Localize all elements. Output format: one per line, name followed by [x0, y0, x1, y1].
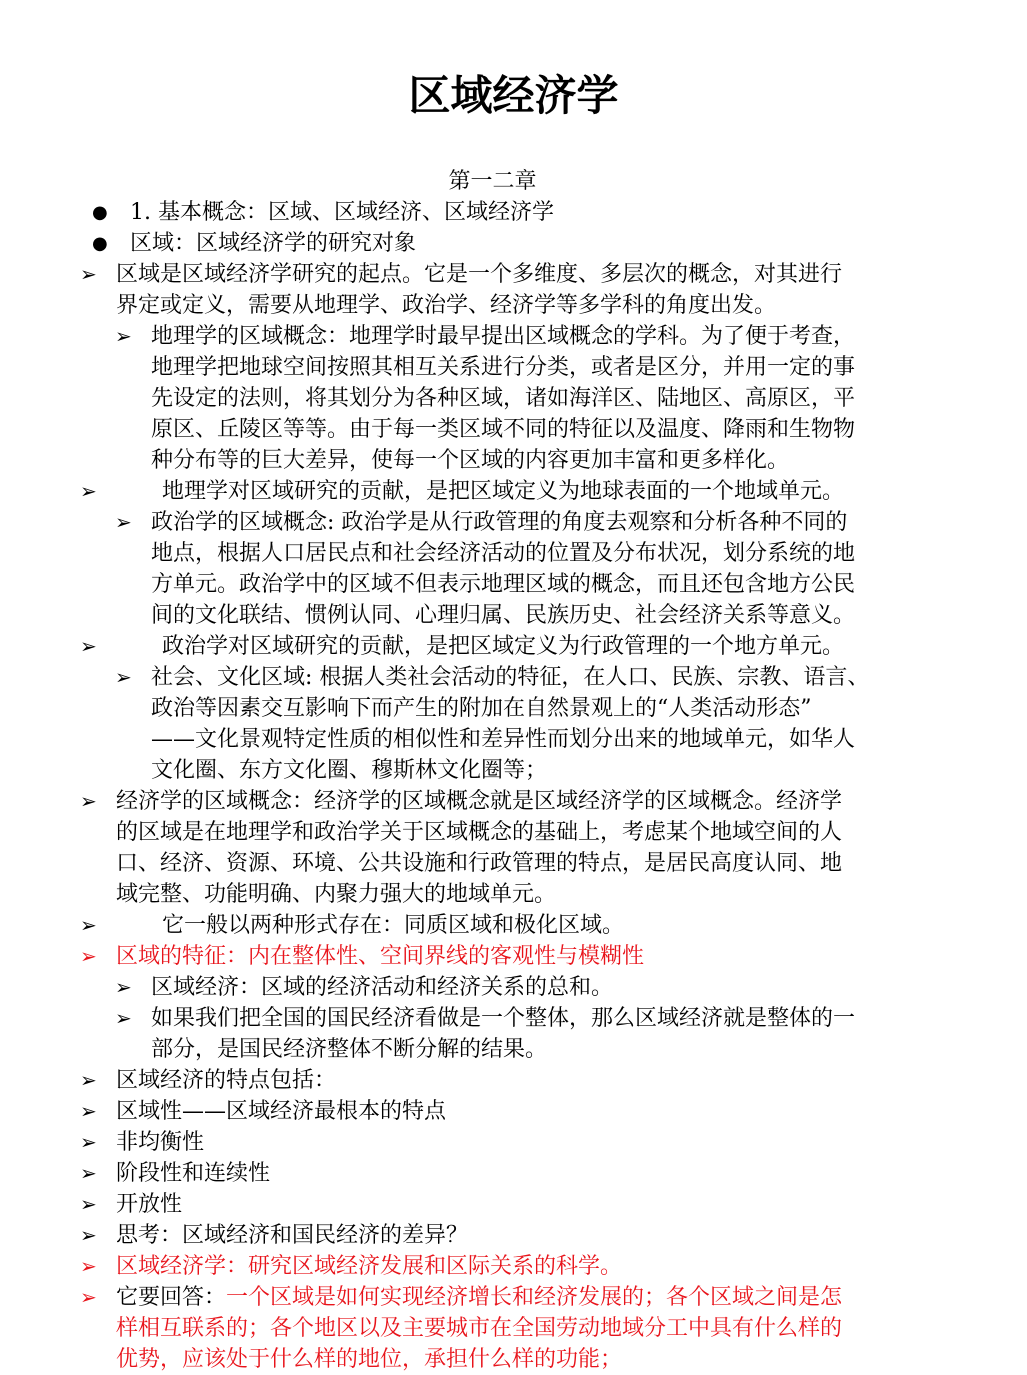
item-text: 口、经济、资源、环境、公共设施和行政管理的特点，是居民高度认同、地	[116, 851, 843, 876]
item-text: 思考：区域经济和国民经济的差异？	[116, 1223, 469, 1248]
item-prefix: 它要回答：	[116, 1285, 227, 1310]
list-item	[0, 1003, 1027, 1065]
list-item	[0, 1220, 1027, 1251]
item-text: ——文化景观特定性质的相似性和差异性而划分出来的地域单元，如华人	[151, 727, 856, 752]
arrow-bullet-icon: ➢	[80, 789, 97, 813]
item-text: 政治学对区域研究的贡献，是把区域定义为行政管理的一个地方单元。	[162, 634, 845, 659]
list-item	[0, 507, 1027, 631]
list-item	[0, 662, 1027, 786]
list-item	[0, 910, 1027, 941]
item-text: 地理学的区域概念：地理学时最早提出区域概念的学科。为了便于考查，	[151, 324, 856, 349]
item-text: 方单元。政治学中的区域不但表示地理区域的概念，而且还包含地方公民	[151, 572, 856, 597]
item-text: 界定或定义，需要从地理学、政治学、经济学等多学科的角度出发。	[116, 293, 777, 318]
item-text: 政治等因素交互影响下而产生的附加在自然景观上的“人类活动形态”	[151, 696, 812, 721]
item-text: 原区、丘陵区等等。由于每一类区域不同的特征以及温度、降雨和生物物	[151, 417, 856, 442]
bullet-dot-icon: ●	[92, 233, 108, 254]
arrow-bullet-icon: ➢	[80, 1285, 97, 1309]
arrow-bullet-icon: ➢	[80, 1254, 97, 1278]
item-text: 非均衡性	[116, 1130, 205, 1155]
item-text: 区域是区域经济学研究的起点。它是一个多维度、多层次的概念，对其进行	[116, 262, 843, 287]
list-item	[0, 1096, 1027, 1127]
item-text: 区域经济的特点包括：	[116, 1068, 337, 1093]
item-text: 的区域是在地理学和政治学关于区域概念的基础上，考虑某个地域空间的人	[116, 820, 843, 845]
item-text: 区域性——区域经济最根本的特点	[116, 1099, 447, 1124]
item-text: 区域经济：区域的经济活动和经济关系的总和。	[151, 975, 614, 1000]
bullet-dot-icon: ●	[92, 202, 108, 223]
item-text: 地理学对区域研究的贡献，是把区域定义为地球表面的一个地域单元。	[162, 479, 845, 504]
item-text: 1. 基本概念：区域、区域经济、区域经济学	[130, 200, 554, 225]
arrow-bullet-icon: ➢	[80, 1068, 97, 1092]
arrow-bullet-icon: ➢	[80, 479, 97, 503]
arrow-bullet-icon: ➢	[80, 913, 97, 937]
item-text: 样相互联系的；各个地区以及主要城市在全国劳动地域分工中具有什么样的	[116, 1316, 843, 1341]
list-item	[0, 1189, 1027, 1220]
arrow-bullet-icon: ➢	[115, 510, 132, 534]
item-text: 开放性	[116, 1192, 183, 1217]
item-text: 社会、文化区域: 根据人类社会活动的特征，在人口、民族、宗教、语言、	[151, 665, 870, 690]
item-text: 优势，应该处于什么样的地位，承担什么样的功能；	[116, 1347, 623, 1372]
arrow-bullet-icon: ➢	[80, 1161, 97, 1185]
list-item	[0, 321, 1027, 476]
chapter-heading: 第一二章	[448, 169, 537, 194]
list-item	[0, 1065, 1027, 1096]
arrow-bullet-icon: ➢	[80, 1099, 97, 1123]
arrow-bullet-icon: ➢	[115, 1006, 132, 1030]
list-item	[0, 197, 1027, 228]
list-item	[0, 228, 1027, 259]
list-item	[0, 972, 1027, 1003]
item-text: 地点，根据人口居民点和社会经济活动的位置及分布状况，划分系统的地	[151, 541, 856, 566]
bullet-list	[0, 197, 1027, 1375]
arrow-bullet-icon: ➢	[80, 262, 97, 286]
list-item	[0, 1282, 1027, 1375]
item-text: 间的文化联结、惯例认同、心理归属、民族历史、社会经济关系等意义。	[151, 603, 856, 628]
item-text: 区域：区域经济学的研究对象	[130, 231, 417, 256]
arrow-bullet-icon: ➢	[80, 1223, 97, 1247]
item-text: 一个区域是如何实现经济增长和经济发展的；各个区域之间是怎	[226, 1285, 843, 1310]
item-text: 地理学把地球空间按照其相互关系进行分类，或者是区分，并用一定的事	[151, 355, 856, 380]
list-item	[0, 1158, 1027, 1189]
list-item-highlighted	[0, 941, 1027, 972]
item-text: 区域的特征：内在整体性、空间界线的客观性与模糊性	[116, 944, 645, 969]
arrow-bullet-icon: ➢	[80, 1130, 97, 1154]
arrow-bullet-icon: ➢	[115, 665, 132, 689]
list-item	[0, 786, 1027, 910]
item-text: 区域经济学：研究区域经济发展和区际关系的科学。	[116, 1254, 623, 1279]
item-text: 种分布等的巨大差异，使每一个区域的内容更加丰富和更多样化。	[151, 448, 790, 473]
arrow-bullet-icon: ➢	[80, 634, 97, 658]
item-text: 先设定的法则，将其划分为各种区域，诸如海洋区、陆地区、高原区，平	[151, 386, 856, 411]
list-item	[0, 259, 1027, 321]
item-text: 经济学的区域概念：经济学的区域概念就是区域经济学的区域概念。经济学	[116, 789, 843, 814]
list-item	[0, 631, 1027, 662]
page-title: 区域经济学	[408, 71, 619, 120]
arrow-bullet-icon: ➢	[115, 975, 132, 999]
arrow-bullet-icon: ➢	[80, 944, 97, 968]
list-item	[0, 476, 1027, 507]
arrow-bullet-icon: ➢	[115, 324, 132, 348]
item-text: 文化圈、东方文化圈、穆斯林文化圈等；	[151, 758, 548, 783]
list-item-highlighted	[0, 1251, 1027, 1282]
list-item	[0, 1127, 1027, 1158]
item-text: 部分，是国民经济整体不断分解的结果。	[151, 1037, 548, 1062]
item-text: 域完整、功能明确、内聚力强大的地域单元。	[116, 882, 557, 907]
item-text: 阶段性和连续性	[116, 1161, 271, 1186]
item-text: 如果我们把全国的国民经济看做是一个整体，那么区域经济就是整体的一	[151, 1006, 856, 1031]
item-text: 政治学的区域概念: 政治学是从行政管理的角度去观察和分析各种不同的	[151, 510, 848, 535]
arrow-bullet-icon: ➢	[80, 1192, 97, 1216]
item-text: 它一般以两种形式存在：同质区域和极化区域。	[162, 913, 625, 938]
